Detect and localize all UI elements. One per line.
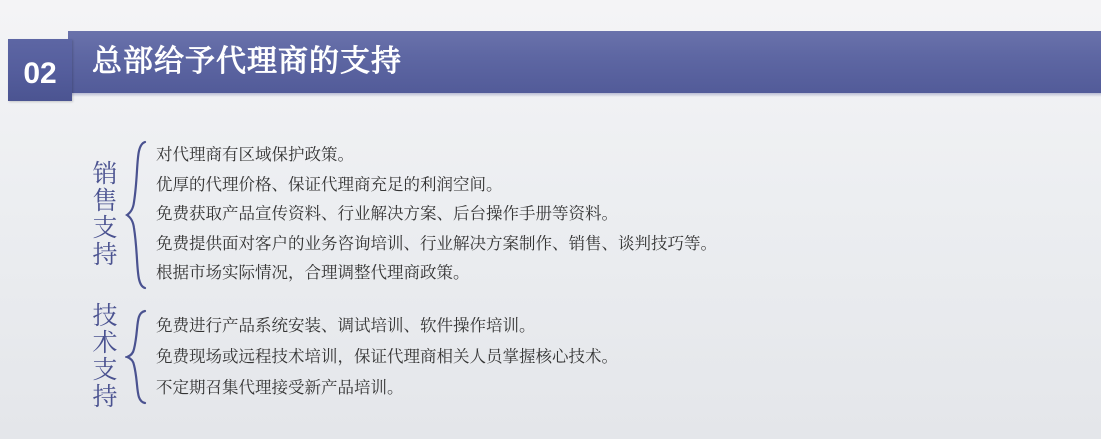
sales-support-label-char-2: 售 [92,187,118,215]
section-sales-support [88,140,717,290]
section-number-label: 02 [23,57,57,90]
sales-support-label [88,140,124,290]
list-item: 对代理商有区域保护政策。 [156,146,354,165]
section-technical-support [88,303,618,411]
page-header [0,31,1101,93]
sales-brace-icon [124,140,150,290]
list-item: 不定期召集代理接受新产品培训。 [156,378,404,397]
technical-brace-icon [124,303,150,411]
page-title: 总部给予代理商的支持 [92,45,402,78]
technical-support-items [150,303,618,411]
technical-support-label-char-2: 术 [92,329,118,357]
list-item: 根据市场实际情况，合理调整代理商政策。 [156,264,470,283]
content-area [0,120,1101,439]
technical-support-label-char-4: 持 [92,383,118,411]
section-number-badge [8,39,72,101]
list-item: 免费现场或远程技术培训，保证代理商相关人员掌握核心技术。 [156,347,618,366]
technical-support-label-char-1: 技 [92,302,118,330]
sales-support-items [150,140,717,290]
list-item: 优厚的代理价格、保证代理商充足的利润空间。 [156,175,503,194]
technical-support-label [88,303,124,411]
list-item: 免费获取产品宣传资料、行业解决方案、后台操作手册等资料。 [156,205,618,224]
list-item: 免费进行产品系统安装、调试培训、软件操作培训。 [156,316,536,335]
list-item: 免费提供面对客户的业务咨询培训、行业解决方案制作、销售、谈判技巧等。 [156,234,717,253]
header-bar-shadow [68,93,1101,97]
sales-support-label-char-1: 销 [92,160,118,188]
technical-support-label-char-3: 支 [92,356,118,384]
sales-support-label-char-3: 支 [92,214,118,242]
sales-support-label-char-4: 持 [92,241,118,269]
